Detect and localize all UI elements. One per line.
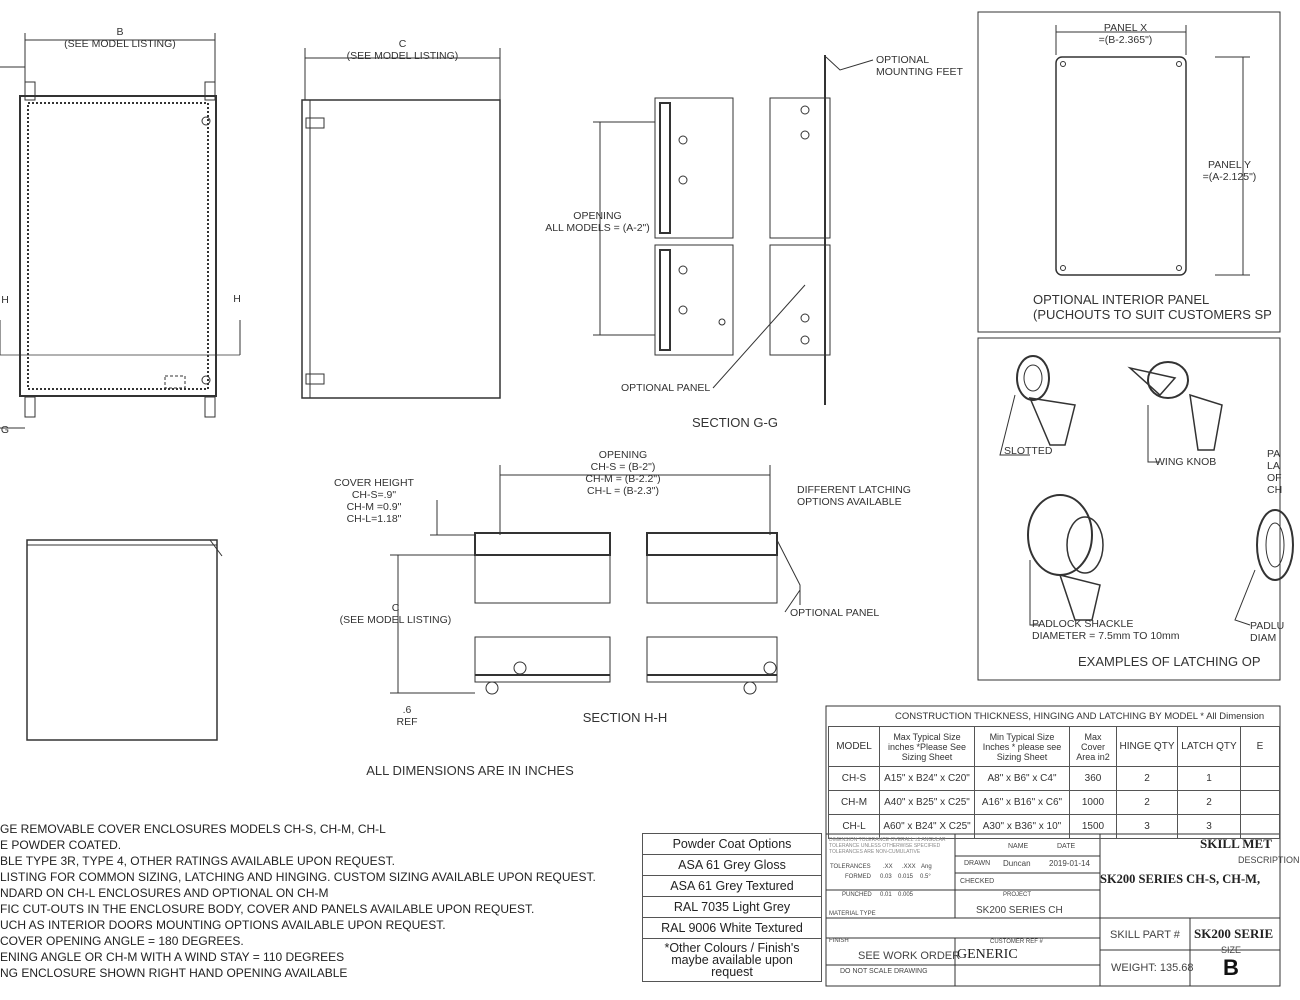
see-work-order: SEE WORK ORDER (858, 950, 961, 962)
note-line: UCH AS INTERIOR DOORS MOUNTING OPTIONS AVAILABLE UPON REQUEST. (0, 918, 446, 932)
note-line: NG ENCLOSURE SHOWN RIGHT HAND OPENING AVAILABLE (0, 966, 348, 980)
table-cell: A60" x B24" X C25" (880, 815, 975, 839)
note-line: LISTING FOR COMMON SIZING, LATCHING AND HINGING. CUSTOM SIZING AVAILABLE UPON REQUEST. (0, 870, 596, 884)
table-cell: A15" x B24" x C20" (880, 767, 975, 791)
tol-formed-1: 0.03 (880, 874, 892, 880)
tol-formed-label: FORMED (845, 874, 871, 880)
h-right-label: H (233, 293, 241, 305)
weight-value: WEIGHT: 135.68 (1111, 962, 1194, 974)
section-hh-title: SECTION H-H (582, 710, 668, 725)
table-cell: A40" x B25" x C25" (880, 791, 975, 815)
c-dimension-label-top: C (SEE MODEL LISTING) (346, 38, 459, 62)
optional-panel-label-g: OPTIONAL PANEL (621, 382, 711, 394)
note-line: NDARD ON CH-L ENCLOSURES AND OPTIONAL ON CH-M (0, 886, 329, 900)
table-cell (1241, 767, 1280, 791)
note-line: COVER OPENING ANGLE = 180 DEGREES. (0, 934, 244, 948)
latch-wing-knob (1130, 362, 1222, 462)
front-view (0, 33, 240, 428)
bottom-view (27, 540, 217, 740)
project-label: PROJECT (1003, 892, 1032, 898)
tol-x-header: .XX (883, 864, 893, 870)
latch-slotted (1000, 356, 1075, 455)
powder-coat-table (642, 833, 822, 982)
panel-x-label: PANEL X =(B-2.365") (1098, 22, 1153, 46)
tol-punched-2: 0.005 (898, 892, 914, 898)
table-cell (1241, 815, 1280, 839)
header-cell: LATCH QTY (1178, 727, 1241, 767)
opening-all-models-label: OPENING ALL MODELS = (A-2") (545, 210, 650, 234)
customer-ref-label: CUSTOMER REF # (990, 939, 1043, 945)
note-line: FIC CUT-OUTS IN THE ENCLOSURE BODY, COVER AND PANELS AVAILABLE UPON REQUEST. (0, 902, 535, 916)
optional-mounting-feet-label: OPTIONAL MOUNTING FEET (876, 54, 963, 78)
header-cell: E (1241, 727, 1280, 767)
general-notes (0, 821, 596, 981)
cover-height-label: COVER HEIGHT CH-S=.9" CH-M =0.9" CH-L=1.18" (334, 477, 414, 525)
customer-ref-value: GENERIC (957, 947, 1018, 962)
table-cell: 1000 (1070, 791, 1117, 815)
latch-padlock (1028, 495, 1103, 625)
drawn-name: Duncan (1003, 859, 1031, 868)
panel-y-label: PANEL Y =(A-2.125") (1202, 159, 1257, 183)
table-cell: A8" x B6" x C4" (975, 767, 1070, 791)
optional-panel-label-h: OPTIONAL PANEL (790, 607, 880, 619)
table-cell: 360 (1070, 767, 1117, 791)
g-left-label: G (0, 424, 10, 436)
examples-latching-title: EXAMPLES OF LATCHING OP (1078, 654, 1261, 669)
tolerance-note: DIMENSION TOLERANCE OVERALL ±1 ANGULAR TOLERANCE UNLESS OTHERWISE SPECIFIED TOLERANCES ARE NON-CUMULATIVE (829, 837, 946, 855)
side-view (302, 48, 500, 398)
tol-xxx-header: .XXX (902, 864, 916, 870)
section-gg-title: SECTION G-G (692, 415, 778, 430)
table-cell: CH-S (829, 767, 880, 791)
date-col-label: DATE (1057, 843, 1076, 850)
finish-label: FINISH (829, 938, 849, 944)
skill-part-value: SK200 SERIE (1194, 926, 1274, 941)
size-value: B (1223, 955, 1239, 980)
description-value: SK200 SERIES CH-S, CH-M, (1100, 872, 1261, 886)
wing-knob-label: WING KNOB (1155, 456, 1217, 468)
company-name: SKILL MET (1200, 836, 1272, 851)
note-line: ENING ANGLE OR CH-M WITH A WIND STAY = 110 DEGREES (0, 950, 345, 964)
powder-coat-option: ASA 61 Grey Gloss (643, 855, 822, 876)
slotted-label: SLOTTED (1004, 445, 1053, 457)
powder-coat-note: *Other Colours / Finish's maybe available upon request (643, 939, 822, 982)
tol-formed-2: 0.015 (898, 874, 914, 880)
tol-punched-label: PUNCHED (842, 892, 872, 898)
do-not-scale: DO NOT SCALE DRAWING (840, 968, 928, 975)
construction-table-title: CONSTRUCTION THICKNESS, HINGING AND LATCHING BY MODEL * All Dimension (895, 711, 1265, 722)
powder-coat-option: RAL 9006 White Textured (643, 918, 822, 939)
latch-padlock-2 (1235, 510, 1293, 625)
table-cell: 2 (1117, 767, 1178, 791)
padlock-partial-label: PA LA OF CH (1267, 448, 1283, 496)
skill-part-label: SKILL PART # (1110, 929, 1180, 941)
table-cell: 2 (1178, 791, 1241, 815)
padlock-shackle-label: PADLOCK SHACKLE DIAMETER = 7.5mm TO 10mm (1032, 618, 1180, 642)
tol-formed-3: 0.5° (920, 874, 931, 880)
construction-table (828, 726, 1280, 839)
note-line: E POWDER COATED. (0, 838, 122, 852)
section-h-h (390, 465, 800, 694)
drawn-label: DRAWN (964, 860, 991, 867)
project-value: SK200 SERIES CH (976, 905, 1063, 916)
all-dimensions-note: ALL DIMENSIONS ARE IN INCHES (366, 763, 574, 778)
table-cell: 3 (1178, 815, 1241, 839)
checked-label: CHECKED (960, 878, 995, 885)
note-line: BLE TYPE 3R, TYPE 4, OTHER RATINGS AVAILABLE UPON REQUEST. (0, 854, 396, 868)
ref-dimension-label: .6 REF (396, 704, 418, 728)
b-dimension-label: B (SEE MODEL LISTING) (64, 26, 176, 50)
optional-interior-panel-label: OPTIONAL INTERIOR PANEL (PUCHOUTS TO SUIT CUSTOMERS SP (1033, 292, 1272, 322)
opening-h-label: OPENING CH-S = (B-2") CH-M = (B-2.2") CH-L = (B-2.3") (585, 449, 661, 497)
table-cell: CH-M (829, 791, 880, 815)
tol-punched-1: 0.01 (880, 892, 892, 898)
header-cell: MODEL (829, 727, 880, 767)
h-left-label: H (1, 294, 9, 306)
table-cell: A30" x B36" x 10" (975, 815, 1070, 839)
powder-coat-option: ASA 61 Grey Textured (643, 876, 822, 897)
c-dimension-label-side: C (SEE MODEL LISTING) (339, 602, 452, 626)
powder-coat-title: Powder Coat Options (643, 834, 822, 855)
header-cell: Max Typical Size inches *Please See Sizing Sheet (880, 727, 975, 767)
padlock-partial-label-2: PADLU DIAM (1250, 620, 1285, 644)
header-cell: Max Cover Area in2 (1070, 727, 1117, 767)
table-cell (1241, 791, 1280, 815)
powder-coat-option: RAL 7035 Light Grey (643, 897, 822, 918)
table-cell: 1500 (1070, 815, 1117, 839)
table-cell: 3 (1117, 815, 1178, 839)
header-cell: Min Typical Size Inches * please see Sizing Sheet (975, 727, 1070, 767)
tol-ang-header: Ang (921, 864, 932, 870)
drawn-date: 2019-01-14 (1049, 859, 1090, 868)
table-cell: A16" x B16" x C6" (975, 791, 1070, 815)
description-label: DESCRIPTION (1238, 855, 1300, 865)
table-cell: 1 (1178, 767, 1241, 791)
table-cell: 2 (1117, 791, 1178, 815)
size-label: SIZE (1221, 945, 1242, 955)
different-latching-label: DIFFERENT LATCHING OPTIONS AVAILABLE (797, 484, 911, 508)
header-cell: HINGE QTY (1117, 727, 1178, 767)
tolerances-label: TOLERANCES (830, 864, 871, 870)
name-col-label: NAME (1008, 843, 1029, 850)
note-line: GE REMOVABLE COVER ENCLOSURES MODELS CH-S, CH-M, CH-L (0, 822, 386, 836)
material-type-label: MATERIAL TYPE (829, 911, 876, 917)
table-cell: CH-L (829, 815, 880, 839)
